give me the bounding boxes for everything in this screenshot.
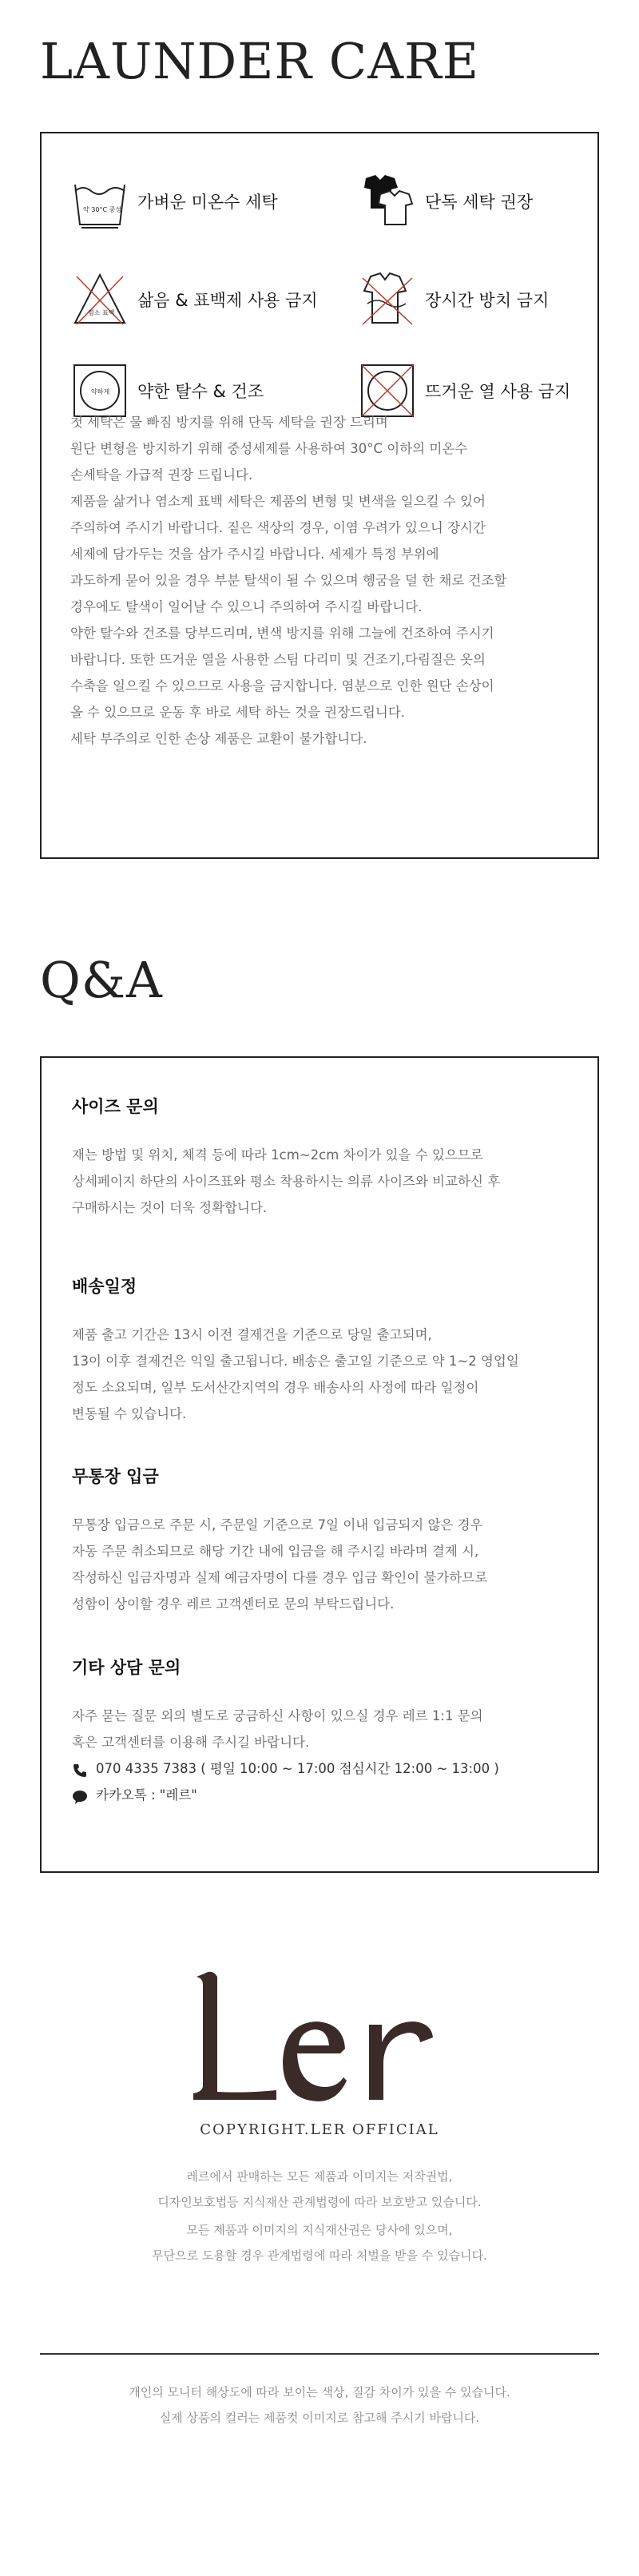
care-item-label: 장시간 방치 금지 xyxy=(425,291,550,310)
notice-line: 모든 제품과 이미지의 지식재산권은 당사에 있으며, xyxy=(186,2223,453,2237)
care-item-label: 가벼운 미온수 세탁 xyxy=(137,193,278,212)
care-item-label: 삶음 & 표백제 사용 금지 xyxy=(137,291,318,310)
kakao-text: 카카오톡 : "레르" xyxy=(96,1787,197,1803)
care-line: 수축을 일으킬 수 있으므로 사용을 금지합니다. 염분으로 인한 원단 손상이 xyxy=(70,678,494,694)
qa-text xyxy=(72,1512,575,1617)
qa-heading: 배송일정 xyxy=(72,1277,137,1296)
qa-bank-transfer xyxy=(72,1464,575,1617)
qa-other xyxy=(72,1655,575,1808)
qa-box xyxy=(40,1056,599,1873)
qa-line: 무통장 입금으로 주문 시, 주문일 기준으로 7일 이내 입금되지 않은 경우 xyxy=(72,1517,483,1532)
qa-line: 작성하신 입금자명과 실제 예금자명이 다를 경우 입금 확인이 불가하므로 xyxy=(72,1570,488,1585)
care-line: 세탁 부주의로 인한 손상 제품은 교환이 불가합니다. xyxy=(70,731,367,746)
no-boil-bleach-icon-text: 염소 표백 xyxy=(88,309,115,316)
notice-line: 무단으로 도용할 경우 관계법령에 따라 처벌을 받을 수 있습니다. xyxy=(152,2248,487,2263)
no-leave-icon xyxy=(359,272,415,328)
care-box xyxy=(40,132,599,859)
qa-heading: 사이즈 문의 xyxy=(72,1097,159,1116)
no-boil-bleach-icon xyxy=(72,272,128,328)
phone-icon xyxy=(72,1761,88,1777)
qa-line: 재는 방법 및 위치, 체격 등에 따라 1cm~2cm 차이가 있을 수 있으므로 xyxy=(72,1147,483,1163)
ip-notice xyxy=(0,2217,639,2268)
care-item-no-boil-bleach xyxy=(72,268,359,332)
qa-text xyxy=(72,1322,575,1427)
copyright-notice xyxy=(0,2164,639,2215)
gentle-dry-icon-text: 약하게 xyxy=(91,388,110,396)
qa-line: 13이 이후 결제건은 익일 출고됩니다. 배송은 출고일 기준으로 약 1~2 영업일 xyxy=(72,1354,519,1369)
care-item-no-leave xyxy=(359,268,567,332)
care-line: 바랍니다. 또한 뜨거운 열을 사용한 스팀 다리미 및 건조기,다림질은 옷의 xyxy=(70,652,486,667)
official-copyright: COPYRIGHT.LER OFFICIAL xyxy=(200,2121,439,2138)
care-line: 올 수 있으므로 운동 후 바로 세탁 하는 것을 권장드립니다. xyxy=(70,705,406,720)
care-instructions xyxy=(70,409,574,752)
qa-section-title: Q&A xyxy=(40,951,163,1009)
qa-line: 정도 소요되며, 일부 도서산간지역의 경우 배송사의 사정에 따라 일정이 xyxy=(72,1380,479,1395)
phone-text: 070 4335 7383 ( 평일 10:00 ~ 17:00 점심시간 12:00 ~ 13:00 ) xyxy=(96,1761,499,1776)
qa-line: 혹은 고객센터를 이용해 주시길 바랍니다. xyxy=(72,1735,310,1750)
care-row xyxy=(72,169,567,233)
notice-line: 레르에서 판매하는 모든 제품과 이미지는 저작권법, xyxy=(186,2169,453,2184)
qa-size xyxy=(72,1094,575,1221)
qa-line: 변동될 수 있습니다. xyxy=(72,1406,187,1421)
care-section-title: LAUNDER CARE xyxy=(40,32,479,90)
qa-text xyxy=(72,1703,575,1755)
qa-line: 자동 주문 취소되므로 해당 기간 내에 입금을 해 주시길 바라며 결제 시, xyxy=(72,1544,479,1559)
kakao-contact[interactable] xyxy=(72,1782,575,1808)
qa-shipping xyxy=(72,1274,575,1427)
notice-line: 디자인보호법등 지식재산 관계법령에 따라 보호받고 있습니다. xyxy=(157,2195,482,2209)
care-row xyxy=(72,268,567,332)
care-line: 세제에 담가두는 것을 삼가 주시길 바랍니다. 세제가 특정 부위에 xyxy=(70,547,439,562)
care-line: 과도하게 묻어 있을 경우 부분 탈색이 될 수 있으며 헹굼을 덜 한 채로 건조할 xyxy=(70,573,507,588)
gentle-wash-icon xyxy=(72,173,128,229)
chat-bubble-icon xyxy=(72,1787,88,1803)
separate-wash-icon xyxy=(359,173,415,229)
qa-text xyxy=(72,1142,575,1221)
qa-line: 자주 묻는 질문 외의 별도로 궁금하신 사항이 있으실 경우 레르 1:1 문의 xyxy=(72,1708,483,1723)
qa-line: 상세페이지 하단의 사이즈표와 평소 착용하시는 의류 사이즈와 비교하신 후 xyxy=(72,1174,501,1189)
care-item-label: 뜨거운 열 사용 금지 xyxy=(425,382,571,401)
care-line: 첫 세탁은 물 빠짐 방지를 위해 단독 세탁을 권장 드리며 xyxy=(70,415,388,430)
care-line: 경우에도 탈색이 일어날 수 있으니 주의하여 주시길 바랍니다. xyxy=(70,599,423,614)
care-line: 주의하여 주시기 바랍니다. 짙은 색상의 경우, 이염 우려가 있으니 장시간 xyxy=(70,520,486,535)
notice-line: 실제 상품의 컬러는 제품컷 이미지로 참고해 주시기 바랍니다. xyxy=(159,2411,480,2425)
care-item-label: 약한 탈수 & 건조 xyxy=(137,382,264,401)
care-line: 원단 변형을 방지하기 위해 중성세제를 사용하여 30°C 이하의 미온수 xyxy=(70,441,468,456)
phone-contact[interactable] xyxy=(72,1755,575,1782)
brand-logo xyxy=(181,1966,458,2109)
care-item-separate-wash xyxy=(359,169,567,233)
care-item-label: 단독 세탁 권장 xyxy=(425,193,534,212)
care-line: 제품을 삶거나 염소계 표백 세탁은 제품의 변형 및 변색을 일으킬 수 있어 xyxy=(70,494,486,509)
care-line: 약한 탈수와 건조를 당부드리며, 변색 방지를 위해 그늘에 건조하여 주시기 xyxy=(70,626,494,641)
care-item-gentle-wash xyxy=(72,169,359,233)
qa-line: 성함이 상이할 경우 레르 고객센터로 문의 부탁드립니다. xyxy=(72,1596,395,1612)
qa-line: 제품 출고 기간은 13시 이전 결제건을 기준으로 당일 출고되며, xyxy=(72,1327,432,1342)
qa-heading: 기타 상담 문의 xyxy=(72,1658,181,1677)
qa-heading: 무통장 입금 xyxy=(72,1467,159,1486)
divider xyxy=(40,2353,599,2355)
color-notice xyxy=(0,2379,639,2431)
care-line: 손세탁을 가급적 권장 드립니다. xyxy=(70,467,253,483)
gentle-wash-icon-text: 약 30°C 중성 xyxy=(83,206,122,213)
qa-line: 구매하시는 것이 더욱 정확합니다. xyxy=(72,1200,268,1215)
notice-line: 개인의 모니터 해상도에 따라 보이는 색상, 질감 차이가 있을 수 있습니다. xyxy=(129,2385,510,2399)
